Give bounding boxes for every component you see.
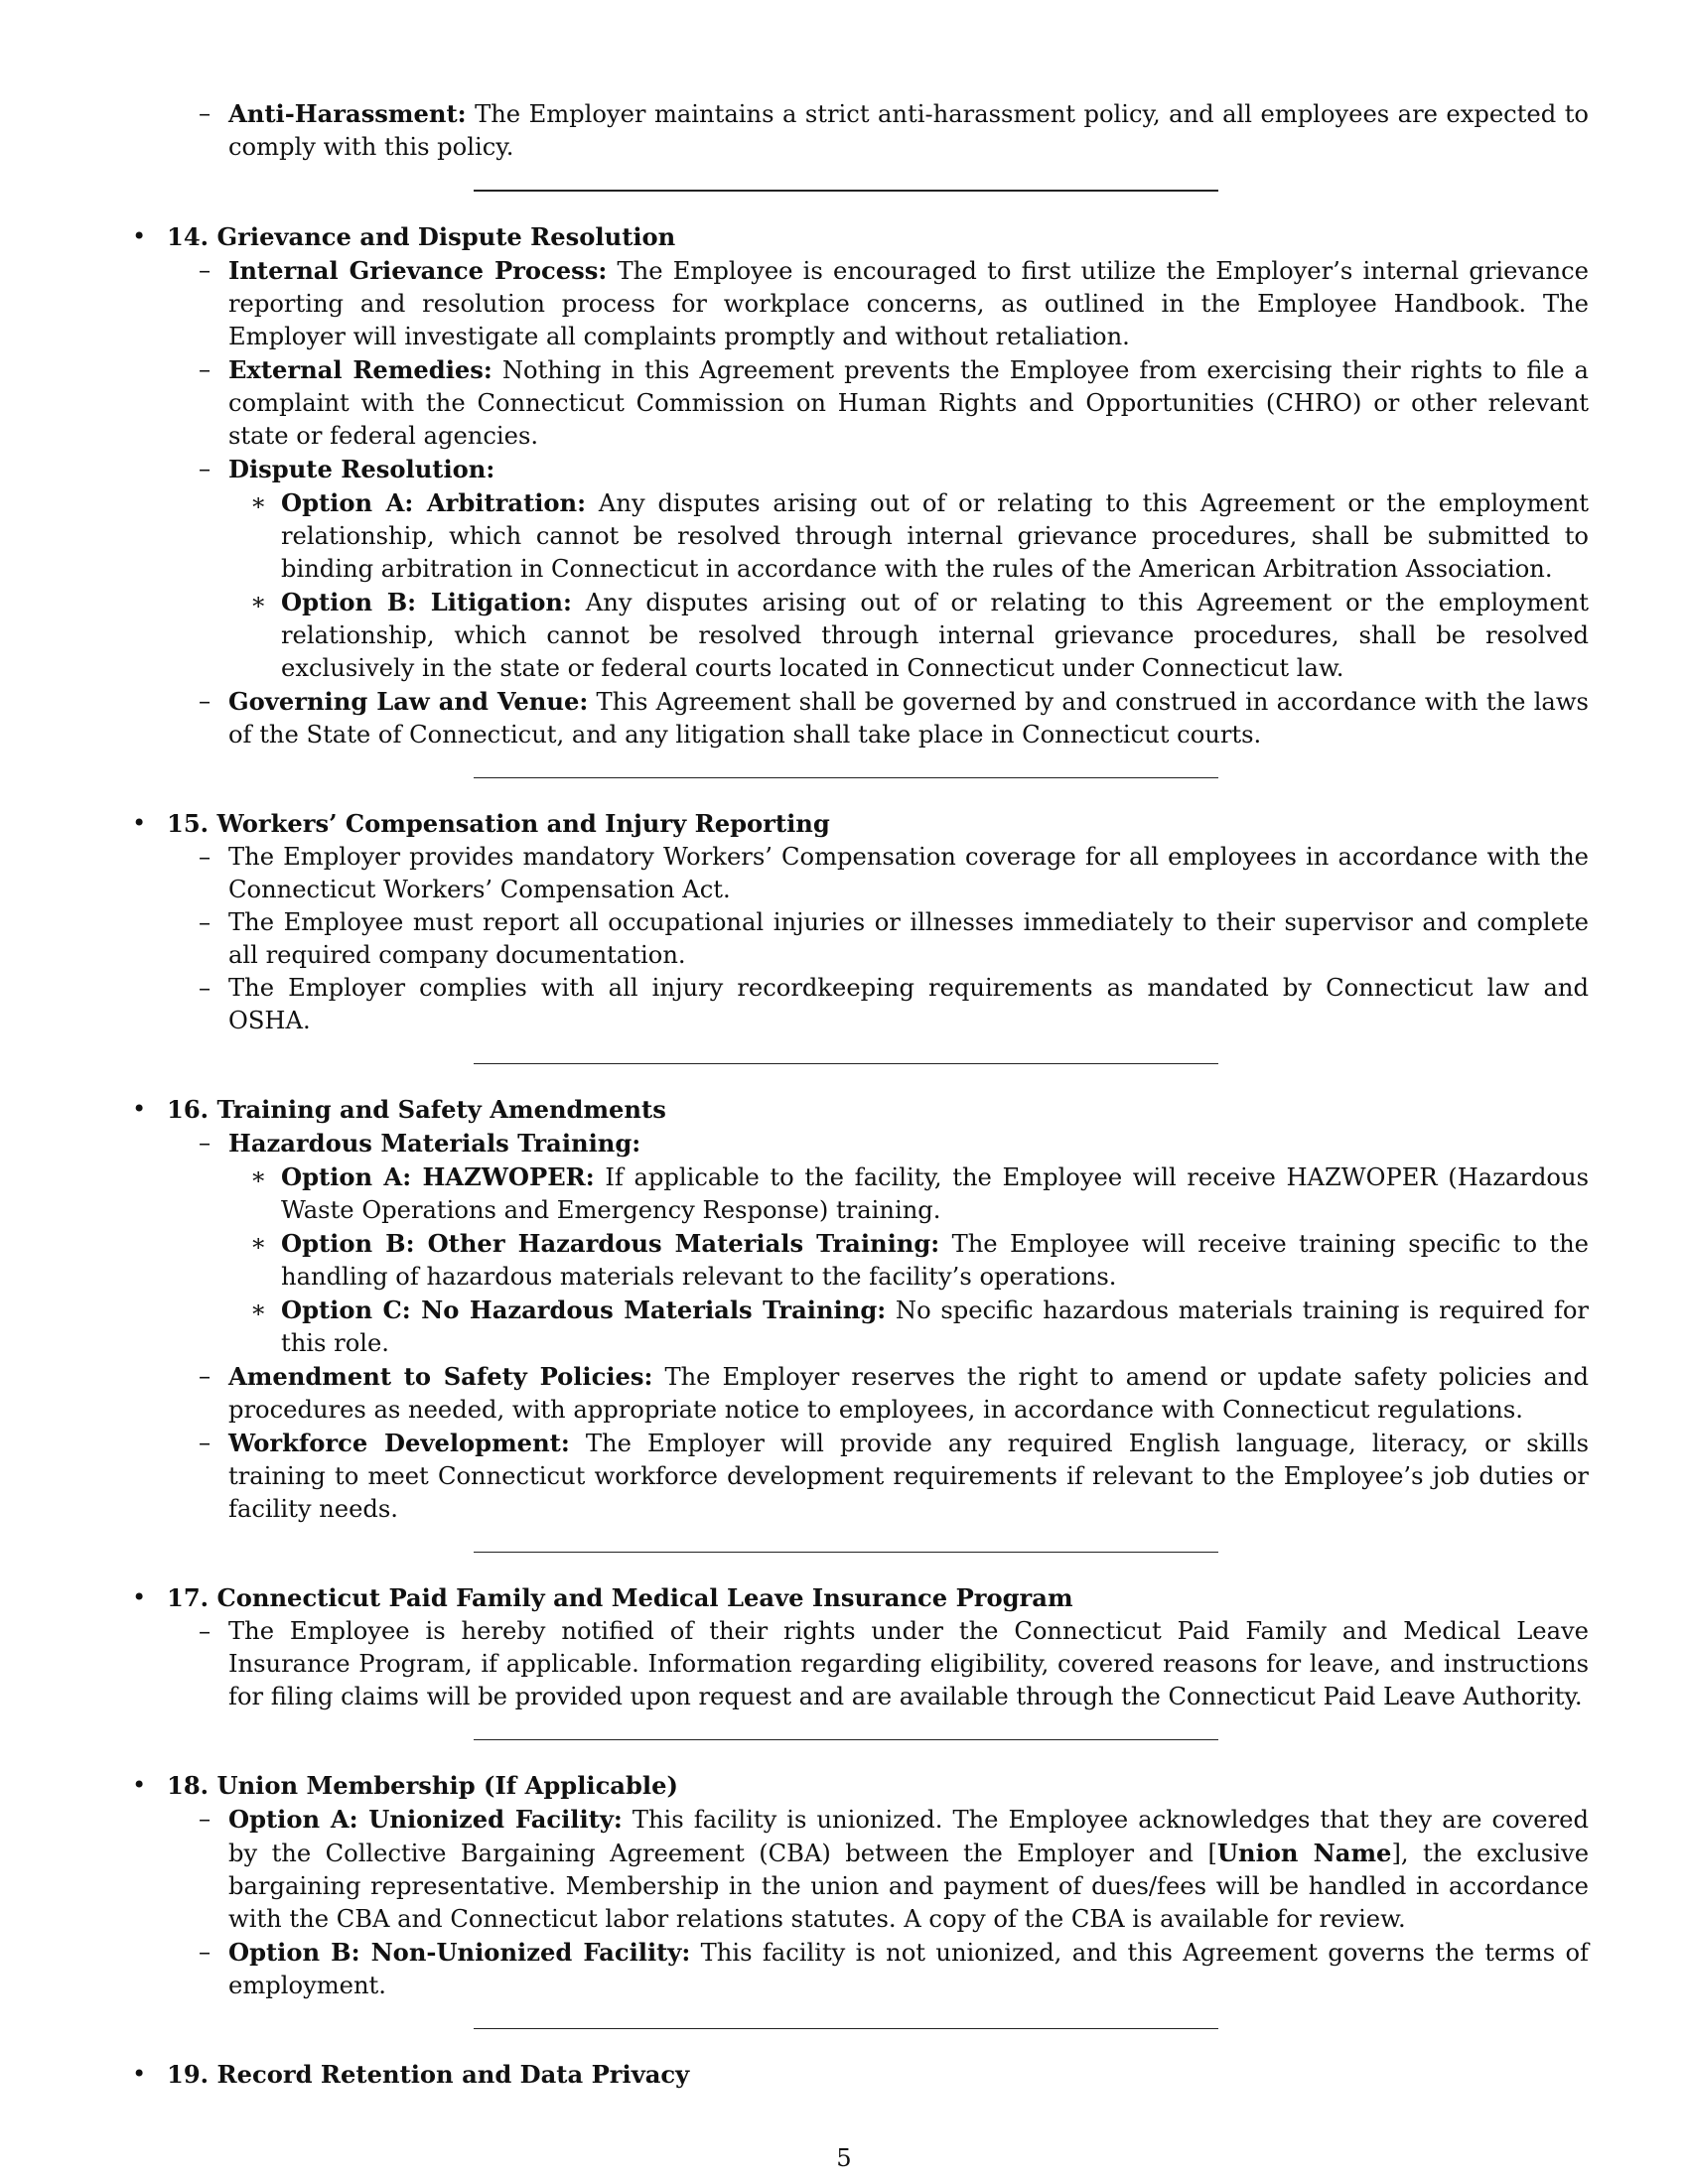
workforce-development-label: Workforce Development: xyxy=(228,1429,570,1457)
dispute-resolution-label: Dispute Resolution: xyxy=(228,455,495,483)
paid-leave-text: The Employee is hereby notified of their rights under the Connecticut Paid Family and Medical Leave Insurance Program, if applicable. Information regarding eligibility, covered reasons for leave, and instructions for filing claims will be provided upon request and are available through the Connecticut Paid Leave Authority. xyxy=(228,1617,1589,1710)
section-19-heading: 19. Record Retention and Data Privacy xyxy=(167,2060,690,2089)
hazmat-training-label: Hazardous Materials Training: xyxy=(228,1129,641,1158)
litigation-label: Option B: Litigation: xyxy=(281,588,572,616)
unionized-option xyxy=(129,1803,1589,1936)
list-item xyxy=(129,841,1589,906)
dash-bullet: – xyxy=(199,687,211,715)
injury-report-text: The Employee must report all occupational injuries or illnesses immediately to their supervisor and complete all required company documentation. xyxy=(228,908,1589,969)
governing-law-label: Governing Law and Venue: xyxy=(228,687,589,716)
litigation-option xyxy=(129,586,1589,685)
bullet: • xyxy=(132,1771,147,1799)
anti-harassment-text: The Employer maintains a strict anti-harassment policy, and all employees are expected to comply with this policy. xyxy=(228,100,1589,161)
other-hazmat-label: Option B: Other Hazardous Materials Training: xyxy=(281,1229,940,1258)
hazwoper-label: Option A: HAZWOPER: xyxy=(281,1162,595,1191)
section-divider xyxy=(474,1739,1218,1740)
section-17 xyxy=(129,1581,1589,1615)
bullet: • xyxy=(132,809,147,837)
dash-bullet: – xyxy=(199,908,211,936)
section-15 xyxy=(129,807,1589,841)
recordkeeping-text: The Employer complies with all injury recordkeeping requirements as mandated by Connecticut law and OSHA. xyxy=(228,974,1589,1034)
dispute-resolution-item xyxy=(129,453,1589,486)
union-name-placeholder: Union Name xyxy=(1216,1839,1392,1867)
section-divider xyxy=(474,1063,1218,1064)
dash-bullet: – xyxy=(199,256,211,284)
section-divider xyxy=(474,1552,1218,1553)
list-item xyxy=(129,972,1589,1037)
safety-amendment-item xyxy=(129,1360,1589,1427)
dash-bullet: – xyxy=(199,99,211,127)
bullet: • xyxy=(132,2060,147,2088)
governing-law-text: This Agreement shall be governed by and construed in accordance with the laws of the State of Connecticut, and any litigation shall take place in Connecticut courts. xyxy=(228,688,1589,749)
bullet: • xyxy=(132,222,147,250)
safety-amendment-text: The Employer reserves the right to amend or update safety policies and procedures as needed, with appropriate notice to employees, in accordance with Connecticut regulations. xyxy=(228,1363,1589,1424)
dash-bullet: – xyxy=(199,1617,211,1645)
asterisk-bullet: ∗ xyxy=(250,1296,267,1323)
no-hazmat-text: No specific hazardous materials training is required for this role. xyxy=(281,1297,1589,1357)
internal-grievance-label: Internal Grievance Process: xyxy=(228,256,608,285)
external-remedies-item xyxy=(129,353,1589,453)
section-divider xyxy=(474,777,1218,778)
no-hazmat-option xyxy=(129,1294,1589,1360)
unionized-label: Option A: Unionized Facility: xyxy=(228,1805,623,1834)
unionized-text-before: This facility is unionized. The Employee acknowledges that they are covered by the Collective Bargaining Agreement (CBA) between the Employer and [ xyxy=(228,1806,1589,1867)
section-divider xyxy=(474,2028,1218,2029)
external-remedies-label: External Remedies: xyxy=(228,355,492,384)
section-14 xyxy=(129,220,1589,254)
section-14-heading: 14. Grievance and Dispute Resolution xyxy=(167,222,676,251)
dash-bullet: – xyxy=(199,1938,211,1966)
dash-bullet: – xyxy=(199,1805,211,1833)
governing-law-item xyxy=(129,685,1589,751)
section-17-heading: 17. Connecticut Paid Family and Medical Leave Insurance Program xyxy=(167,1583,1073,1612)
non-unionized-option xyxy=(129,1936,1589,2002)
page-number: 5 xyxy=(836,2144,852,2172)
bullet: • xyxy=(132,1095,147,1123)
other-hazmat-text: The Employee will receive training specific to the handling of hazardous materials relevant to the facility’s operations. xyxy=(281,1230,1589,1291)
section-18 xyxy=(129,1769,1589,1803)
arbitration-text: Any disputes arising out of or relating to this Agreement or the employment relationship, which cannot be resolved through internal grievance procedures, shall be submitted to binding arbitration in Connecticut in accordance with the rules of the American Arbitration Association. xyxy=(281,489,1589,583)
document-page xyxy=(129,97,1589,2092)
hazwoper-text: If applicable to the facility, the Employee will receive HAZWOPER (Hazardous Waste Operations and Emergency Response) training. xyxy=(281,1163,1589,1224)
asterisk-bullet: ∗ xyxy=(250,1229,267,1257)
section-divider xyxy=(474,190,1218,192)
dash-bullet: – xyxy=(199,355,211,383)
list-item xyxy=(129,1615,1589,1713)
non-unionized-text: This facility is not unionized, and this Agreement governs the terms of employment. xyxy=(228,1939,1589,1999)
asterisk-bullet: ∗ xyxy=(250,488,267,516)
litigation-text: Any disputes arising out of or relating to this Agreement or the employment relationship, which cannot be resolved through internal grievance procedures, shall be resolved exclusively in the state or federal courts located in Connecticut under Connecticut law. xyxy=(281,589,1589,682)
list-item xyxy=(129,906,1589,972)
external-remedies-text: Nothing in this Agreement prevents the Employee from exercising their rights to file a complaint with the Connecticut Commission on Human Rights and Opportunities (CHRO) or other relevant state or federal agencies. xyxy=(228,356,1589,450)
bullet: • xyxy=(132,1583,147,1611)
unionized-text-after: ], the exclusive bargaining representative. Membership in the union and payment of dues/fees will be handled in accordance with the CBA and Connecticut labor relations statutes. A copy of the CBA is available for review. xyxy=(228,1840,1590,1933)
section-15-heading: 15. Workers’ Compensation and Injury Reporting xyxy=(167,809,830,838)
anti-harassment-label: Anti-Harassment: xyxy=(228,99,467,128)
arbitration-option xyxy=(129,486,1589,586)
hazmat-training-item xyxy=(129,1127,1589,1160)
safety-amendment-label: Amendment to Safety Policies: xyxy=(228,1362,653,1391)
dash-bullet: – xyxy=(199,974,211,1002)
workers-comp-text: The Employer provides mandatory Workers’ Compensation coverage for all employees in accordance with the Connecticut Workers’ Compensation Act. xyxy=(228,843,1589,903)
internal-grievance-text: The Employee is encouraged to first utilize the Employer’s internal grievance reporting and resolution process for workplace concerns, as outlined in the Employee Handbook. The Employer will investigate all complaints promptly and without retaliation. xyxy=(228,257,1589,350)
no-hazmat-label: Option C: No Hazardous Materials Training: xyxy=(281,1296,887,1324)
dash-bullet: – xyxy=(199,455,211,482)
workforce-development-item xyxy=(129,1427,1589,1526)
asterisk-bullet: ∗ xyxy=(250,1162,267,1190)
dash-bullet: – xyxy=(199,1429,211,1456)
anti-harassment-item xyxy=(129,97,1589,164)
asterisk-bullet: ∗ xyxy=(250,588,267,615)
section-18-heading: 18. Union Membership (If Applicable) xyxy=(167,1771,678,1800)
section-16 xyxy=(129,1093,1589,1127)
section-16-heading: 16. Training and Safety Amendments xyxy=(167,1095,666,1124)
non-unionized-label: Option B: Non-Unionized Facility: xyxy=(228,1938,691,1967)
internal-grievance-item xyxy=(129,254,1589,353)
dash-bullet: – xyxy=(199,1362,211,1390)
other-hazmat-option xyxy=(129,1227,1589,1294)
section-19 xyxy=(129,2058,1589,2092)
hazwoper-option xyxy=(129,1160,1589,1227)
dash-bullet: – xyxy=(199,843,211,871)
arbitration-label: Option A: Arbitration: xyxy=(281,488,587,517)
dash-bullet: – xyxy=(199,1129,211,1157)
workforce-development-text: The Employer will provide any required English language, literacy, or skills training to meet Connecticut workforce development requirements if relevant to the Employee’s job duties or facility needs. xyxy=(228,1430,1589,1523)
